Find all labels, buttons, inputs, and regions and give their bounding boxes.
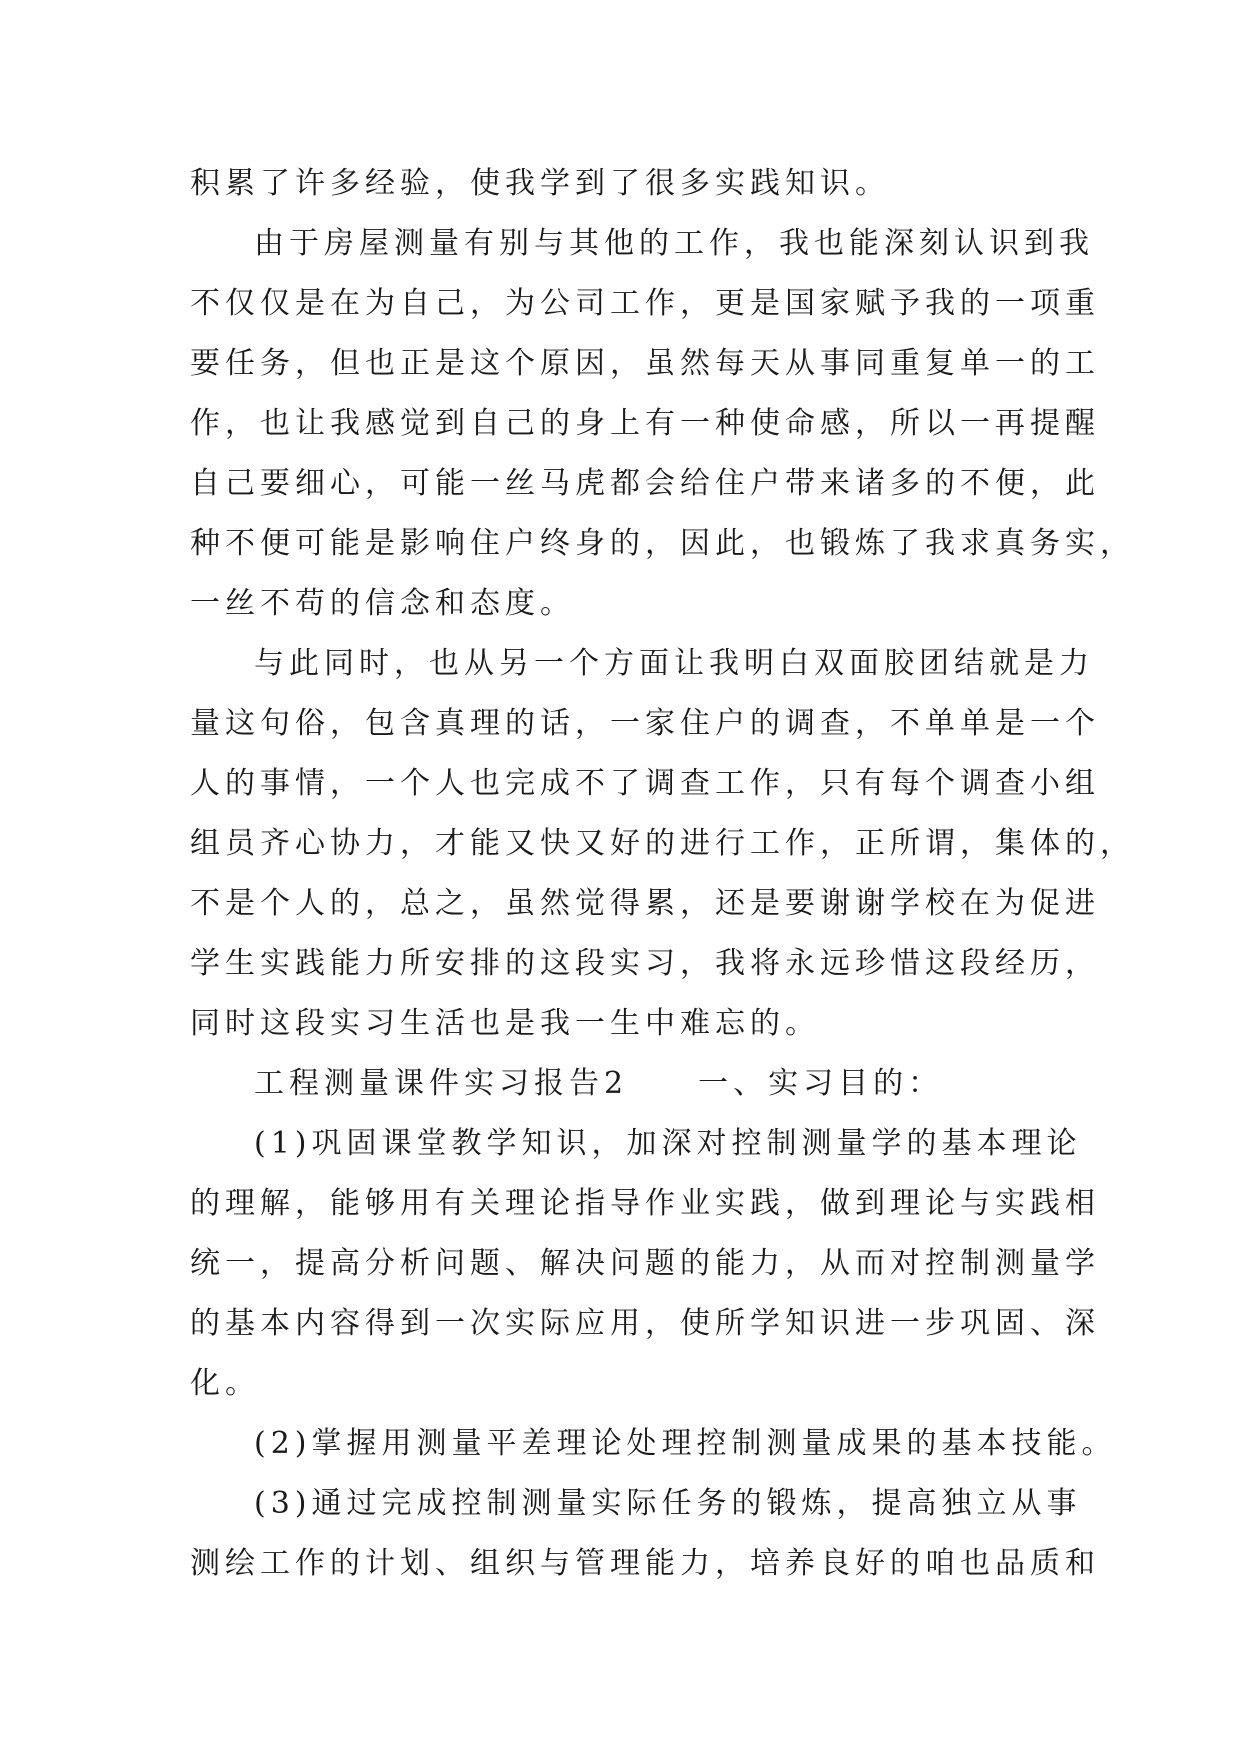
text-line: 学生实践能力所安排的这段实习，我将永远珍惜这段经历， [190, 946, 1100, 981]
text-line: 组员齐心协力，才能又快又好的进行工作，正所谓，集体的， [190, 826, 1135, 861]
text-line: 测绘工作的计划、组织与管理能力，培养良好的咱也品质和 [190, 1546, 1100, 1581]
text-line: 人的事情，一个人也完成不了调查工作，只有每个调查小组 [190, 766, 1100, 801]
text-line: 积累了许多经验，使我学到了很多实践知识。 [190, 166, 890, 201]
text-line: 的理解，能够用有关理论指导作业实践，做到理论与实践相 [190, 1186, 1100, 1221]
text-line: 由于房屋测量有别与其他的工作，我也能深刻认识到我 [254, 226, 1094, 261]
document-body [190, 154, 1135, 1594]
text-line: 一丝不苟的信念和态度。 [190, 586, 575, 621]
text-line: 与此同时，也从另一个方面让我明白双面胶团结就是力 [254, 646, 1094, 681]
text-line: 的基本内容得到一次实际应用，使所学知识进一步巩固、深 [190, 1306, 1100, 1341]
text-line: 不是个人的，总之，虽然觉得累，还是要谢谢学校在为促进 [190, 886, 1100, 921]
text-line: 量这句俗，包含真理的话，一家住户的调查，不单单是一个 [190, 706, 1100, 741]
text-line: 种不便可能是影响住户终身的，因此，也锻炼了我求真务实， [190, 526, 1135, 561]
text-line: (2)掌握用测量平差理论处理控制测量成果的基本技能。 [254, 1426, 1117, 1461]
text-line: 要任务，但也正是这个原因，虽然每天从事同重复单一的工 [190, 346, 1100, 381]
text-line: 统一，提高分析问题、解决问题的能力，从而对控制测量学 [190, 1246, 1100, 1281]
text-line: 工程测量课件实习报告2 一、实习目的： [254, 1066, 944, 1101]
text-line: 作，也让我感觉到自己的身上有一种使命感，所以一再提醒 [190, 406, 1100, 441]
text-line: 不仅仅是在为自己，为公司工作，更是国家赋予我的一项重 [190, 286, 1100, 321]
text-line: (3)通过完成控制测量实际任务的锻炼，提高独立从事 [254, 1486, 1082, 1521]
text-line: 自己要细心，可能一丝马虎都会给住户带来诸多的不便，此 [190, 466, 1100, 501]
text-line: (1)巩固课堂教学知识，加深对控制测量学的基本理论 [254, 1126, 1082, 1161]
text-line: 化。 [190, 1366, 260, 1401]
text-line: 同时这段实习生活也是我一生中难忘的。 [190, 1006, 820, 1041]
